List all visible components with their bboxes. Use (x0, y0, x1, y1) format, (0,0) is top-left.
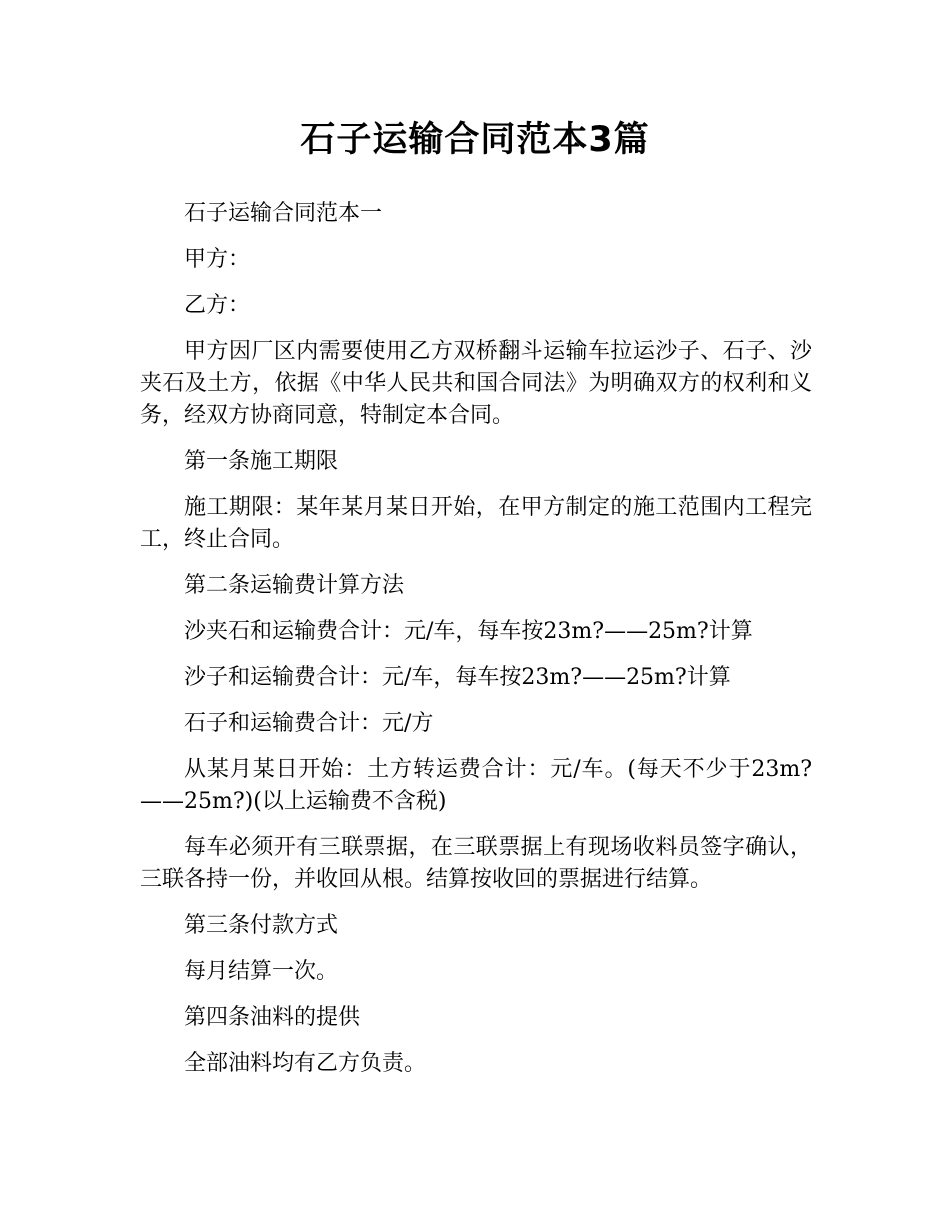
fee-line-stone: 石子和运输费合计：元/方 (184, 711, 434, 736)
fee-line-gravel-sand: 沙夹石和运输费合计：元/车，每车按23m?——25m?计算 (184, 619, 753, 644)
fee-line-sand: 沙子和运输费合计：元/车，每车按23m?——25m?计算 (184, 665, 731, 690)
article-4-heading: 第四条油料的提供 (184, 1005, 361, 1030)
section-heading: 石子运输合同范本一 (184, 201, 383, 226)
fee-line-earth: 从某月某日开始：土方转运费合计：元/车。(每天不少于23m?——25m?)(以上运输费不含税) (140, 757, 812, 814)
article-2-heading: 第二条运输费计算方法 (184, 573, 405, 598)
article-1-text: 施工期限：某年某月某日开始，在甲方制定的施工范围内工程完工，终止合同。 (140, 495, 812, 552)
party-a-line: 甲方： (184, 247, 251, 272)
document-body (140, 198, 812, 1094)
article-3-heading: 第三条付款方式 (184, 913, 339, 938)
receipt-paragraph: 每车必须开有三联票据，在三联票据上有现场收料员签字确认，三联各持一份，并收回从根。结算按收回的票据进行结算。 (140, 835, 812, 892)
article-1-heading: 第一条施工期限 (184, 449, 339, 474)
document-title: 石子运输合同范本3篇 (300, 120, 650, 160)
party-b-line: 乙方： (184, 293, 251, 318)
article-3-text: 每月结算一次。 (184, 959, 339, 984)
preamble-paragraph: 甲方因厂区内需要使用乙方双桥翻斗运输车拉运沙子、石子、沙夹石及土方，依据《中华人民共和国合同法》为明确双方的权利和义务，经双方协商同意，特制定本合同。 (140, 339, 812, 428)
article-4-text: 全部油料均有乙方负责。 (184, 1051, 427, 1076)
